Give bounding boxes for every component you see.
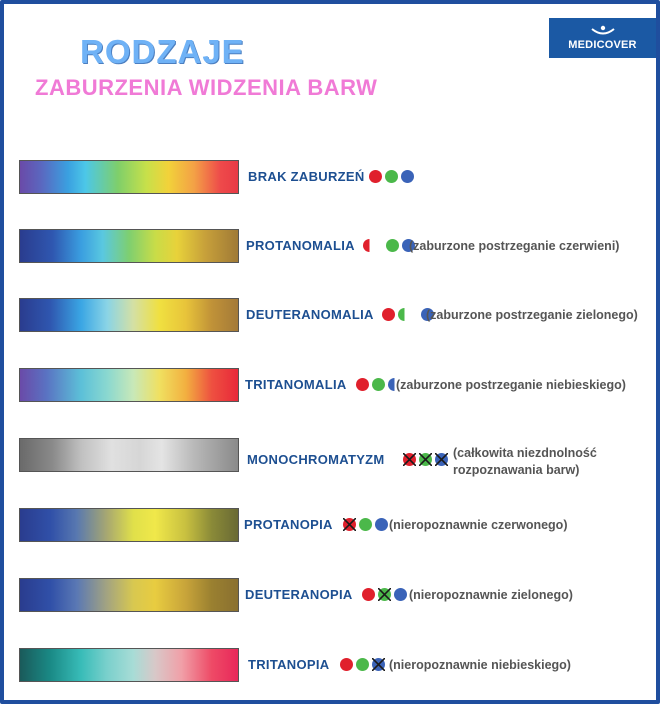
row-deuteranopia xyxy=(0,578,660,614)
row-normal xyxy=(0,160,660,196)
row-description: (zaburzone postrzeganie niebieskiego) xyxy=(396,378,626,392)
row-deuteranomalia xyxy=(0,298,660,334)
red-cone-icon xyxy=(340,658,353,671)
row-label: TRITANOMALIA xyxy=(245,377,347,392)
red-cone-crossed-icon xyxy=(403,453,416,466)
row-tritanopia xyxy=(0,648,660,684)
row-label: MONOCHROMATYZM xyxy=(247,452,385,467)
red-cone-icon xyxy=(382,308,395,321)
green-cone-icon xyxy=(385,170,398,183)
cone-indicators xyxy=(343,518,388,532)
red-cone-icon xyxy=(356,378,369,391)
row-monochromatyzm xyxy=(0,438,660,477)
blue-cone-icon xyxy=(375,518,388,531)
spectrum-bar-tritanopia xyxy=(19,648,239,682)
green-cone-icon xyxy=(372,378,385,391)
blue-cone-icon xyxy=(401,170,414,183)
medicover-logo-icon xyxy=(590,25,616,38)
blue-cone-crossed-icon xyxy=(372,658,385,671)
row-description: (nieropoznawnie czerwonego) xyxy=(389,518,568,532)
row-description: (zaburzone postrzeganie czerwieni) xyxy=(409,239,620,253)
row-label: DEUTERANOPIA xyxy=(245,587,353,602)
spectrum-bar-monochromatyzm xyxy=(19,438,239,472)
green-cone-icon xyxy=(359,518,372,531)
green-cone-icon xyxy=(386,239,399,252)
row-label: TRITANOPIA xyxy=(248,657,330,672)
spectrum-bar-protanopia xyxy=(19,508,239,542)
row-description: (całkowita niezdnolność rozpoznawania barw) xyxy=(453,446,597,477)
blue-cone-icon xyxy=(394,588,407,601)
row-label: PROTANOPIA xyxy=(244,517,333,532)
row-description: (nieropoznawnie niebieskiego) xyxy=(389,658,571,672)
row-description: (nieropoznawnie zielonego) xyxy=(409,588,573,602)
row-protanomalia xyxy=(0,229,660,265)
row-description: (zaburzone postrzeganie zielonego) xyxy=(426,308,638,322)
red-cone-partial-icon xyxy=(363,239,376,252)
logo-text: MEDICOVER xyxy=(568,39,637,51)
medicover-logo xyxy=(549,18,656,58)
cone-indicators xyxy=(403,453,448,467)
page-subtitle: ZABURZENIA WIDZENIA BARW xyxy=(35,75,378,100)
spectrum-bar-deuteranomalia xyxy=(19,298,239,332)
cone-indicators xyxy=(362,588,407,602)
red-cone-icon xyxy=(362,588,375,601)
spectrum-bar-tritanomalia xyxy=(19,368,239,402)
spectrum-bar-protanomalia xyxy=(19,229,239,263)
cone-indicators xyxy=(369,170,414,184)
row-protanopia xyxy=(0,508,660,544)
spectrum-bar-deuteranopia xyxy=(19,578,239,612)
green-cone-crossed-icon xyxy=(419,453,432,466)
row-label: BRAK ZABURZEŃ xyxy=(248,169,365,184)
cone-indicators xyxy=(356,378,401,392)
green-cone-crossed-icon xyxy=(378,588,391,601)
cone-indicators xyxy=(340,658,385,672)
red-cone-crossed-icon xyxy=(343,518,356,531)
green-cone-icon xyxy=(356,658,369,671)
green-cone-partial-icon xyxy=(398,308,411,321)
cone-indicators xyxy=(363,239,415,253)
row-label: PROTANOMALIA xyxy=(246,238,355,253)
blue-cone-crossed-icon xyxy=(435,453,448,466)
row-tritanomalia xyxy=(0,368,660,404)
row-label: DEUTERANOMALIA xyxy=(246,307,374,322)
red-cone-icon xyxy=(369,170,382,183)
spectrum-bar-normal xyxy=(19,160,239,194)
page-title: RODZAJE xyxy=(80,33,245,70)
